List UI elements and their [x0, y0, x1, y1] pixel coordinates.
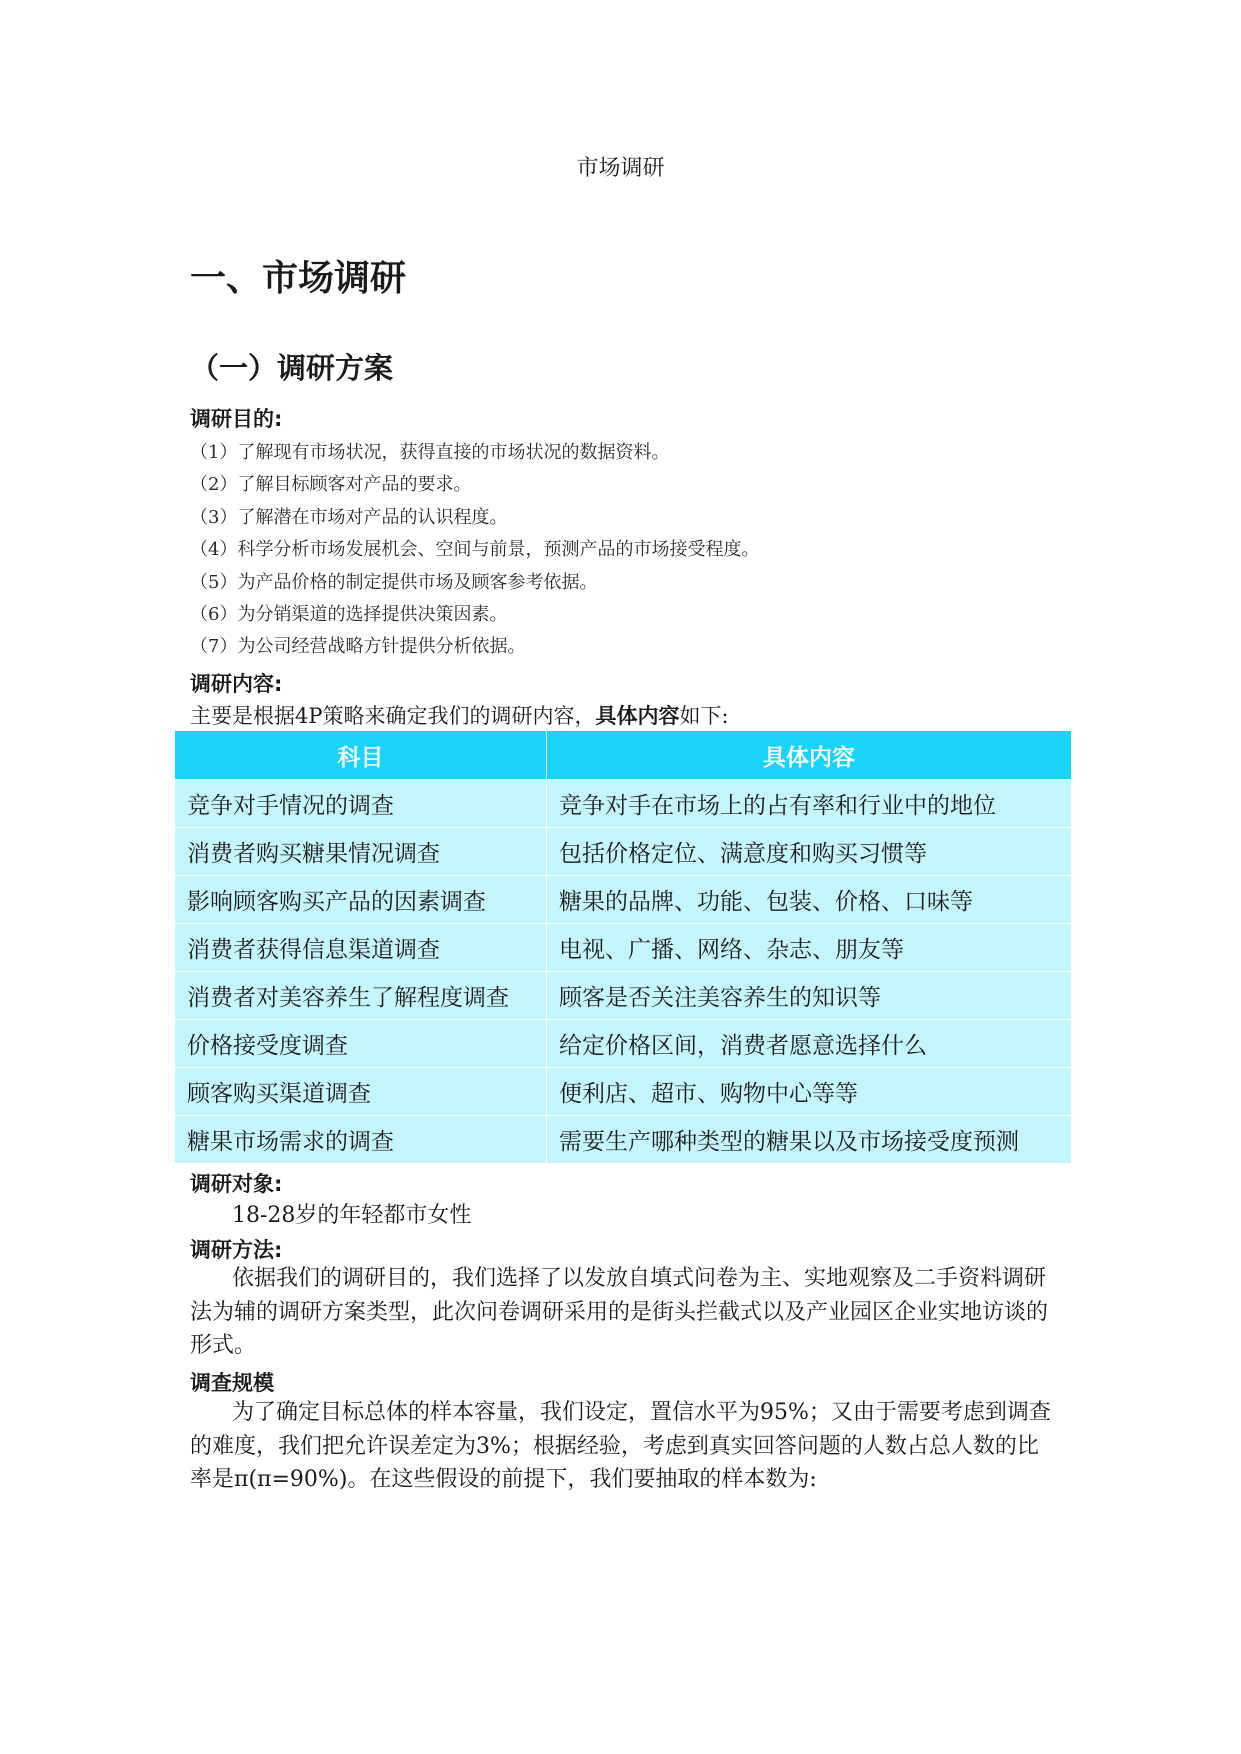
- intro-bold-text: 具体内容: [595, 704, 680, 728]
- heading-2: （一）调研方案: [190, 351, 394, 385]
- subject-cell: 消费者对美容养生了解程度调查: [175, 972, 547, 1020]
- table-row: [175, 972, 1072, 1020]
- subject-cell: 竞争对手情况的调查: [175, 780, 547, 828]
- intro-text-end: 如下:: [679, 704, 729, 728]
- survey-content-table: [174, 730, 1072, 1164]
- details-cell: 需要生产哪种类型的糖果以及市场接受度预测: [547, 1116, 1072, 1164]
- purpose-item: （6）为分销渠道的选择提供决策因素。: [190, 603, 508, 625]
- purpose-list: [190, 437, 759, 664]
- document-title: 市场调研: [576, 156, 665, 181]
- object-text: 18-28岁的年轻都市女性: [232, 1203, 472, 1228]
- subject-cell: 影响顾客购买产品的因素调查: [175, 876, 547, 924]
- details-cell: 顾客是否关注美容养生的知识等: [547, 972, 1072, 1020]
- scale-text: 为了确定目标总体的样本容量，我们设定，置信水平为95%；又由于需要考虑到调查的难度，我们把允许误差定为3%；根据经验，考虑到真实回答问题的人数占总人数的比率是π(π=90%)。在这些假设的前提下，我们要抽取的样本数为:: [190, 1400, 1051, 1492]
- content-label: 调研内容:: [190, 672, 283, 696]
- table-row: [175, 924, 1072, 972]
- purpose-item: （4）科学分析市场发展机会、空间与前景，预测产品的市场接受程度。: [190, 539, 760, 561]
- subject-cell: 糖果市场需求的调查: [175, 1116, 547, 1164]
- purpose-item: （3）了解潜在市场对产品的认识程度。: [190, 506, 508, 528]
- object-label: 调研对象:: [190, 1172, 283, 1196]
- scale-label: 调查规模: [190, 1371, 274, 1395]
- table-row: [175, 1068, 1072, 1116]
- table-row: [175, 1116, 1072, 1164]
- intro-text: 主要是根据4P策略来确定我们的调研内容，: [190, 704, 596, 728]
- details-cell: 包括价格定位、满意度和购买习惯等: [547, 828, 1072, 876]
- subject-cell: 消费者购买糖果情况调查: [175, 828, 547, 876]
- column-header-subject: 科目: [175, 731, 547, 780]
- subject-cell: 消费者获得信息渠道调查: [175, 924, 547, 972]
- table-header-row: [175, 731, 1072, 780]
- content-intro: [190, 700, 729, 730]
- table-row: [175, 1020, 1072, 1068]
- details-cell: 电视、广播、网络、杂志、朋友等: [547, 924, 1072, 972]
- purpose-item: （1）了解现有市场状况，获得直接的市场状况的数据资料。: [190, 442, 670, 463]
- subject-cell: 顾客购买渠道调查: [175, 1068, 547, 1116]
- method-label: 调研方法:: [190, 1238, 283, 1262]
- details-cell: 给定价格区间，消费者愿意选择什么: [547, 1020, 1072, 1068]
- heading-1: 一、市场调研: [190, 258, 407, 299]
- table-row: [175, 828, 1072, 876]
- method-text: 依据我们的调研目的，我们选择了以发放自填式问卷为主、实地观察及二手资料调研法为辅的调研方案类型，此次问卷调研采用的是街头拦截式以及产业园区企业实地访谈的形式。: [190, 1266, 1049, 1358]
- details-cell: 竞争对手在市场上的占有率和行业中的地位: [547, 780, 1072, 828]
- column-header-details: 具体内容: [547, 731, 1072, 780]
- details-cell: 糖果的品牌、功能、包装、价格、口味等: [547, 876, 1072, 924]
- purpose-item: （2）了解目标顾客对产品的要求。: [190, 474, 472, 496]
- details-cell: 便利店、超市、购物中心等等: [547, 1068, 1072, 1116]
- table-row: [175, 780, 1072, 828]
- table-row: [175, 876, 1072, 924]
- subject-cell: 价格接受度调查: [175, 1020, 547, 1068]
- purpose-label: 调研目的:: [190, 407, 283, 431]
- purpose-item: （5）为产品价格的制定提供市场及顾客参考依据。: [190, 571, 598, 593]
- purpose-item: （7）为公司经营战略方针提供分析依据。: [190, 636, 526, 658]
